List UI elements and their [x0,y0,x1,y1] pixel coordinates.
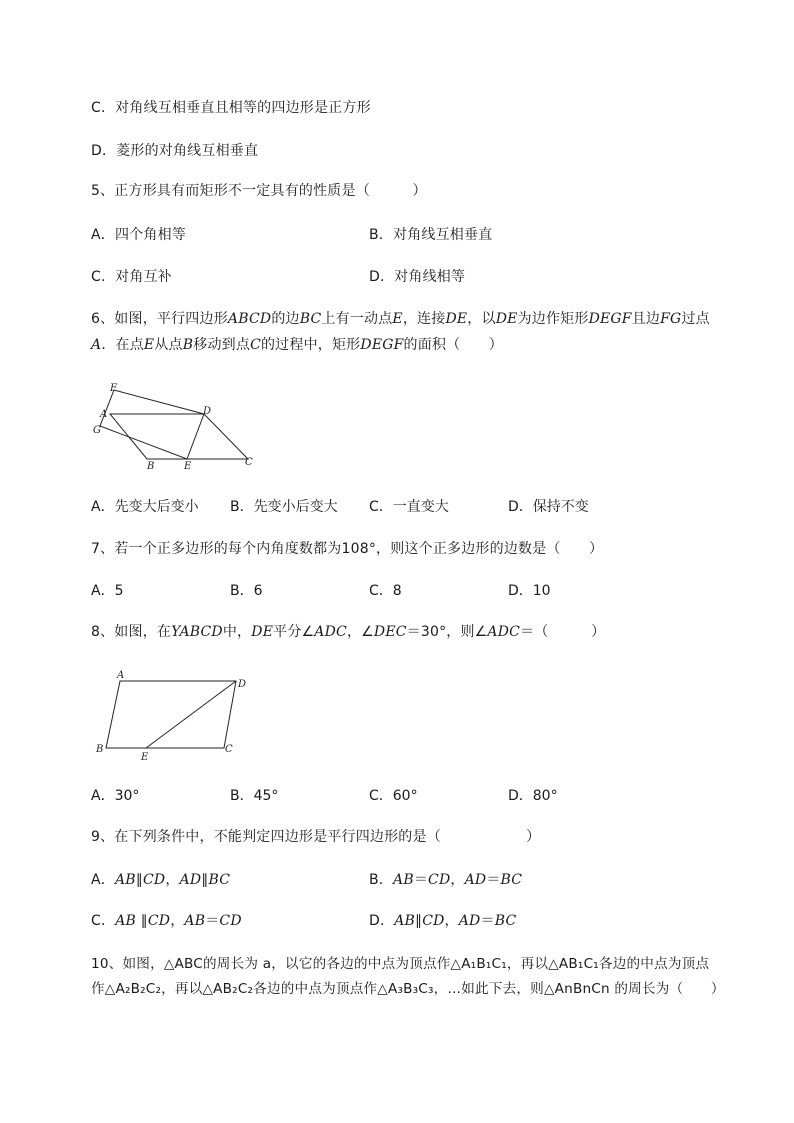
label-b: B [147,461,155,472]
label-a: A [117,670,125,681]
text: ＝ [205,913,220,929]
text: ＝ [480,913,495,929]
parallelogram-abcd [110,414,248,459]
var: DE [495,311,518,327]
q6-option-b[interactable]: B．先变小后变大 [230,499,338,515]
q9-option-c[interactable] [91,912,242,930]
text: ∥ [136,913,148,929]
q6-option-c[interactable]: C．一直变大 [369,499,449,515]
var: E [392,311,403,327]
text: 的面积（ ） [403,337,503,353]
q6-option-a[interactable]: A．先变大后变小 [91,499,199,515]
q6-stem-line2 [91,336,503,354]
q8-option-b[interactable]: B．45° [230,788,279,804]
q8-figure [92,668,254,762]
var: AB [393,872,414,888]
var: CD [147,913,171,929]
label-f: F [110,383,117,394]
q5-option-c[interactable]: C．对角互补 [91,269,172,285]
var: CD [422,913,445,929]
label-e: E [141,752,149,762]
var: BC [299,311,322,327]
q4-option-c[interactable]: C．对角线互相垂直且相等的四边形是正方形 [91,100,371,116]
text: ， [444,913,459,929]
label-d: D [238,679,247,690]
text: 中， [222,624,252,640]
text: 移动到点 [193,337,251,353]
q5-option-d[interactable]: D．对角线相等 [369,269,466,285]
q10-stem-line1: 10、如图，△ABC的周长为 a，以它的各边的中点为顶点作△A₁B₁C₁，再以△AB₁C₁各边的中点为顶点 [91,956,710,972]
var: AB [115,913,136,929]
var: DEGF [360,337,404,353]
var: DE [445,311,468,327]
label-d: D [203,406,212,417]
q6-stem-line1 [91,310,710,328]
text: ．在点 [101,337,144,353]
label-e: E [184,461,192,472]
text: A． [91,872,115,888]
var: CD [219,913,242,929]
q5-option-a[interactable]: A．四个角相等 [91,227,186,243]
var: FG [660,311,682,327]
var: AD [464,872,487,888]
var: E [143,337,155,353]
var: ADC [314,624,347,640]
text: B． [369,872,394,888]
q9-option-d[interactable] [369,912,516,930]
q5-stem: 5、正方形具有而矩形不一定具有的性质是（ ） [91,183,427,199]
var: BC [494,913,517,929]
text: ＝（ ） [520,624,606,640]
text: 且边 [631,311,661,327]
var: BC [500,872,523,888]
text: ＝30°，则∠ [406,624,488,640]
var: AB [184,913,206,929]
q7-option-a[interactable]: A．5 [91,583,124,599]
var: AD [179,872,202,888]
text: D． [369,913,395,929]
q7-option-d[interactable]: D．10 [508,583,551,599]
q8-option-a[interactable]: A．30° [91,788,140,804]
q9-option-b[interactable] [369,871,522,889]
text: 平分∠ [273,624,315,640]
label-c: C [225,744,233,755]
label-c: C [245,457,253,468]
var: A [91,337,102,353]
q7-stem: 7、若一个正多边形的每个内角度数都为108°，则这个正多边形的边数是（ ） [91,541,604,557]
text: ∥ [135,872,143,888]
q8-stem [91,623,605,641]
text: C． [91,913,116,929]
var: YABCD [171,624,223,640]
var: DEC [373,624,407,640]
var: DEGF [588,311,632,327]
q6-figure [90,380,270,472]
text: ，以 [467,311,496,327]
q6-option-d[interactable]: D．保持不变 [508,499,589,515]
q9-stem: 9、在下列条件中，不能判定四边形是平行四边形的是（ ） [91,829,541,845]
var: BC [208,872,231,888]
var: ADC [487,624,521,640]
text: ， [450,872,465,888]
rectangle-degf [100,390,204,459]
var: AB [394,913,415,929]
label-a: A [100,409,108,420]
text: 的过程中，矩形 [260,337,361,353]
segment-de [146,681,236,748]
var: DE [251,624,274,640]
q9-option-a[interactable] [91,871,230,889]
var: AD [458,913,481,929]
q8-option-d[interactable]: D．80° [508,788,558,804]
text: ， [170,913,185,929]
label-b: B [96,744,104,755]
text: 6、如图，平行四边形 [91,311,228,327]
q10-stem-line2: 作△A₂B₂C₂，再以△AB₂C₂各边的中点为顶点作△A₃B₃C₃，…如此下去，则△AnBnCn 的周长为（ ） [91,981,725,997]
text: 的边 [271,311,300,327]
var: AB [114,872,136,888]
var: CD [428,872,451,888]
q7-option-b[interactable]: B．6 [230,583,263,599]
text: ， [165,872,180,888]
text: ＝ [413,872,429,888]
parallelogram-abcd [106,681,236,748]
text: ，∠ [346,624,374,640]
text: ∥ [415,913,423,929]
var: ABCD [227,311,272,327]
q5-option-b[interactable]: B．对角线互相垂直 [369,227,493,243]
text: 上有一动点 [321,311,393,327]
text: ＝ [486,872,501,888]
var: C [250,337,261,353]
text: 从点 [154,337,183,353]
text: 为边作矩形 [517,311,589,327]
var: CD [143,872,166,888]
text: ∥ [201,872,209,888]
q4-option-d[interactable]: D．菱形的对角线互相垂直 [91,143,259,159]
text: 过点 [681,311,710,327]
text: ，连接 [402,311,446,327]
label-g: G [93,425,101,436]
text: 8、如图，在 [91,624,172,640]
var: B [182,337,194,353]
q8-option-c[interactable]: C．60° [369,788,418,804]
q7-option-c[interactable]: C．8 [369,583,402,599]
